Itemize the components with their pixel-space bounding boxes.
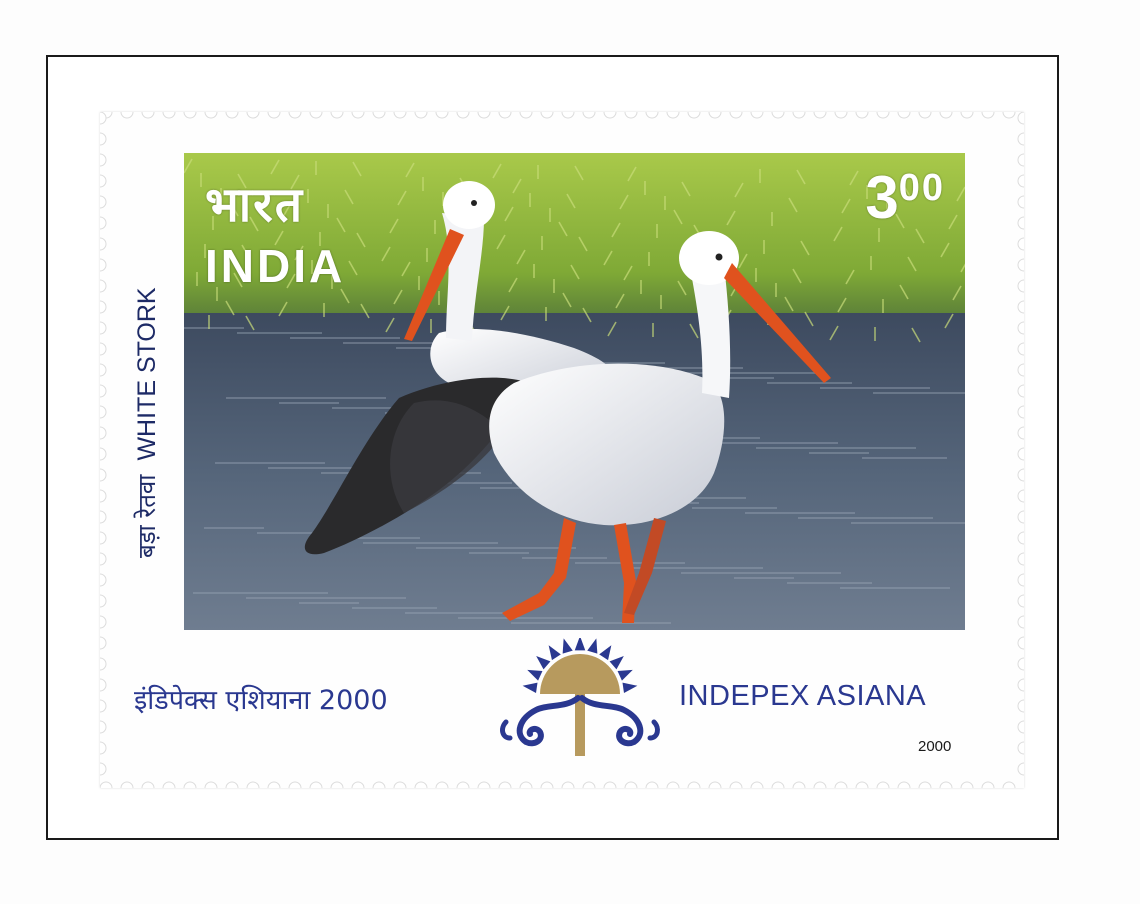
denomination: [865, 163, 945, 232]
subject-name: WHITE STORK: [133, 287, 161, 461]
country-name: INDIA: [205, 240, 346, 292]
country-name-hindi: भारत: [205, 177, 305, 233]
denomination-paise: 00: [898, 167, 945, 209]
postage-stamp: [100, 112, 1024, 788]
stork-illustration: [184, 153, 965, 630]
indepex-logo-icon: [496, 638, 664, 758]
event-name: INDEPEX ASIANA: [679, 680, 927, 712]
issue-year: 2000: [918, 738, 952, 755]
event-name-hindi: इंडिपेक्स एशियाना 2000: [134, 685, 388, 716]
denomination-rupees: 3: [865, 164, 899, 231]
subject-name-hindi: बड़ा रेतवा: [133, 474, 161, 558]
